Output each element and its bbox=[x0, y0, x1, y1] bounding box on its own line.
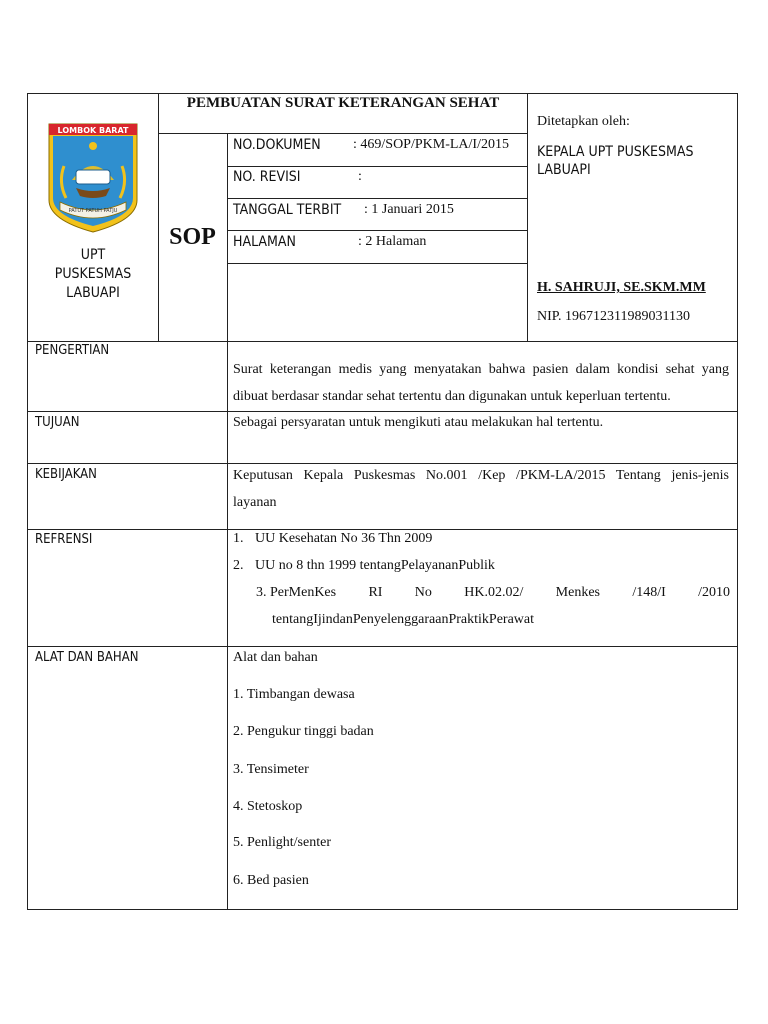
doc-field-value: : bbox=[358, 169, 362, 184]
section-divider bbox=[27, 341, 738, 342]
reference-word: /2010 bbox=[698, 585, 730, 600]
table-border-right bbox=[737, 93, 738, 910]
header-divider-logo bbox=[158, 93, 159, 341]
table-border-left bbox=[27, 93, 28, 910]
reference-item bbox=[256, 585, 730, 601]
section-label-refrensi: REFRENSI bbox=[35, 532, 93, 547]
logo-motto: PATUT PATUH PATJU bbox=[68, 208, 118, 214]
document-title: PEMBUATAN SURAT KETERANGAN SEHAT bbox=[186, 95, 500, 111]
section-label-alat: ALAT DAN BAHAN bbox=[35, 650, 139, 665]
approval-position bbox=[537, 143, 694, 179]
reference-word: No bbox=[414, 585, 432, 600]
regency-crest-icon bbox=[46, 122, 140, 234]
doc-field-value: : 469/SOP/PKM-LA/I/2015 bbox=[353, 137, 509, 152]
table-border-bottom bbox=[27, 909, 738, 910]
alat-item: 4. Stetoskop bbox=[233, 799, 303, 814]
doc-field-label: NO. REVISI bbox=[233, 169, 301, 185]
field-row-divider bbox=[227, 230, 528, 231]
header-divider-sop bbox=[227, 133, 228, 341]
logo-banner: LOMBOK BARAT bbox=[57, 126, 129, 135]
section-divider bbox=[27, 411, 738, 412]
pengertian-line: Surat keterangan medis yang menyatakan bahwa pasien dalam kondisi sehat yang bbox=[233, 362, 729, 377]
reference-text: UU Kesehatan No 36 Thn 2009 bbox=[255, 531, 433, 546]
tujuan-text: Sebagai persyaratan untuk mengikuti atau melakukan hal tertentu. bbox=[233, 415, 604, 430]
field-row-divider bbox=[227, 263, 528, 264]
section-divider bbox=[27, 529, 738, 530]
reference-word: /148/I bbox=[632, 585, 666, 600]
reference-item-continuation: tentangIjindanPenyelenggaraanPraktikPerawat bbox=[272, 612, 535, 627]
unit-name bbox=[28, 246, 158, 303]
reference-number bbox=[256, 585, 336, 601]
alat-heading: Alat dan bahan bbox=[233, 650, 318, 665]
reference-word: PerMenKes bbox=[270, 585, 337, 600]
reference-number: 2. bbox=[233, 558, 244, 573]
unit-name-line: UPT bbox=[80, 247, 106, 263]
lombok-barat-logo bbox=[46, 122, 140, 234]
approval-name: H. SAHRUJI, SE.SKM.MM bbox=[537, 280, 706, 295]
reference-item bbox=[233, 531, 432, 547]
section-label-pengertian: PENGERTIAN bbox=[35, 343, 110, 358]
kebijakan-text bbox=[233, 462, 729, 516]
pengertian-text bbox=[233, 356, 729, 410]
pengertian-line: dibuat berdasar standar sehat tertentu dan digunakan untuk keperluan tertentu. bbox=[233, 389, 671, 404]
unit-name-line: LABUAPI bbox=[66, 285, 120, 301]
reference-item bbox=[233, 558, 495, 574]
doc-field-label: NO.DOKUMEN bbox=[233, 137, 321, 153]
approval-nip: NIP. 196712311989031130 bbox=[537, 309, 690, 324]
reference-number: 1. bbox=[233, 531, 244, 546]
reference-text: UU no 8 thn 1999 tentangPelayananPublik bbox=[255, 558, 495, 573]
alat-item: 3. Tensimeter bbox=[233, 762, 309, 777]
doc-field-label: HALAMAN bbox=[233, 234, 296, 250]
kebijakan-line: Keputusan Kepala Puskesmas No.001 /Kep /PKM-LA/2015 Tentang jenis-jenis bbox=[233, 468, 729, 483]
section-label-kebijakan: KEBIJAKAN bbox=[35, 467, 97, 482]
kebijakan-line: layanan bbox=[233, 495, 277, 510]
approval-set-by: Ditetapkan oleh: bbox=[537, 114, 630, 129]
alat-item: 1. Timbangan dewasa bbox=[233, 687, 355, 702]
alat-item: 6. Bed pasien bbox=[233, 873, 309, 888]
doc-field-value: : 2 Halaman bbox=[358, 234, 427, 249]
header-divider-approval bbox=[527, 93, 528, 341]
table-border-top bbox=[27, 93, 738, 94]
approval-position-line: LABUAPI bbox=[537, 162, 591, 178]
approval-position-line: KEPALA UPT PUSKESMAS bbox=[537, 144, 694, 160]
doc-field-value: : 1 Januari 2015 bbox=[364, 202, 454, 217]
sop-label: SOP bbox=[169, 224, 216, 250]
reference-number-text: 3. bbox=[256, 585, 267, 600]
alat-item: 5. Penlight/senter bbox=[233, 835, 331, 850]
reference-word: HK.02.02/ bbox=[464, 585, 524, 600]
reference-word: Menkes bbox=[555, 585, 600, 600]
unit-name-line: PUSKESMAS bbox=[54, 266, 132, 282]
field-row-divider bbox=[227, 198, 528, 199]
section-label-tujuan: TUJUAN bbox=[35, 415, 80, 430]
field-row-divider bbox=[227, 166, 528, 167]
alat-item: 2. Pengukur tinggi badan bbox=[233, 724, 374, 739]
reference-word: RI bbox=[368, 585, 383, 600]
title-row-divider bbox=[158, 133, 528, 134]
body-column-divider bbox=[227, 341, 228, 910]
doc-field-label: TANGGAL TERBIT bbox=[233, 202, 342, 218]
section-divider bbox=[27, 646, 738, 647]
